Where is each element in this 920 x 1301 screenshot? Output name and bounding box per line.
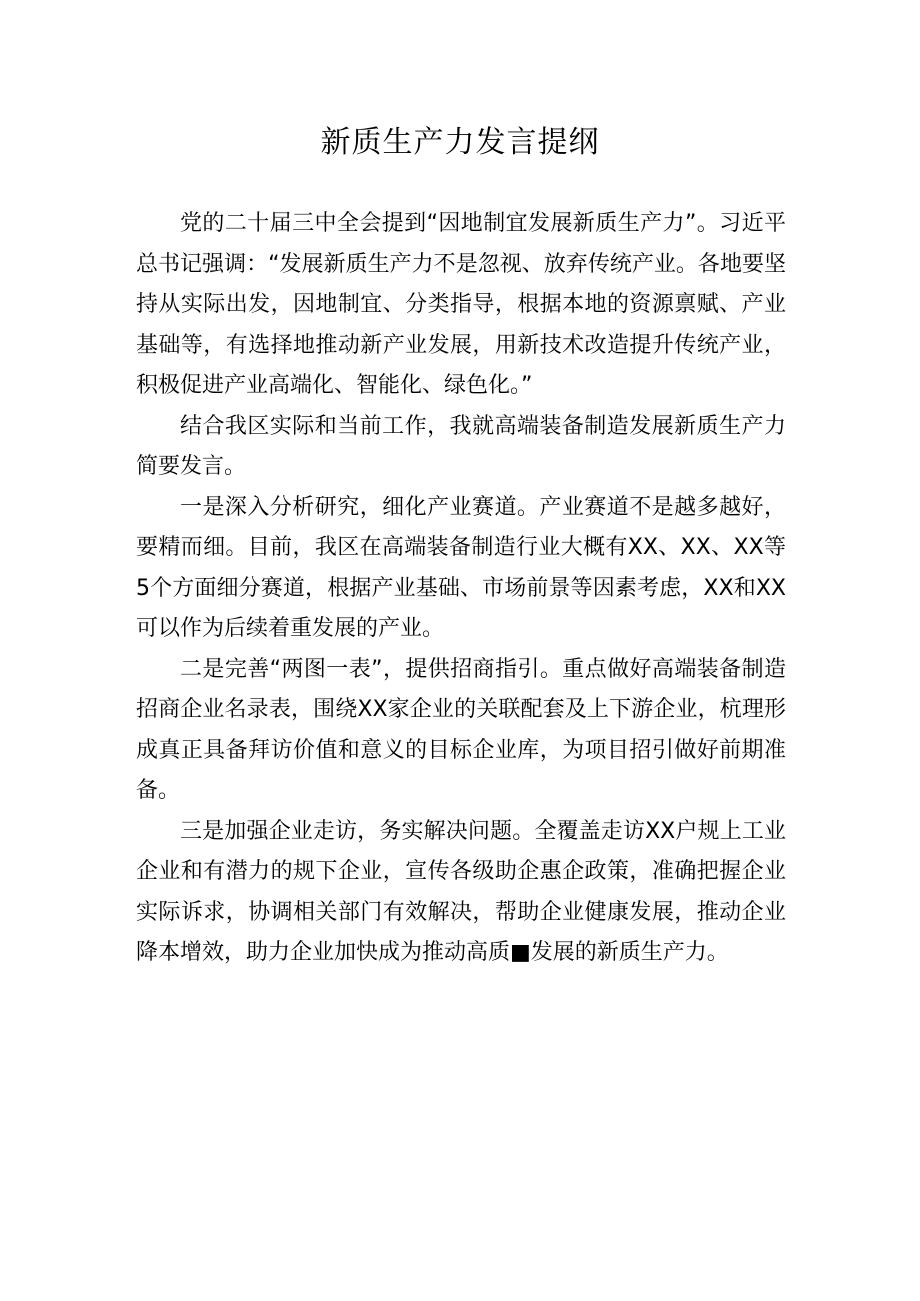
document-title: 新质生产力发言提纲 — [320, 125, 600, 160]
paragraph-opening: 结合我区实际和当前工作，我就高端装备制造发展新质生产力简要发言。 — [136, 413, 786, 479]
paragraph-intro-quote: 党的二十届三中全会提到“因地制宜发展新质生产力”。习近平总书记强调：“发展新质生产力不是忽视、放弃传统产业。各地要坚持从实际出发，因地制宜、分类指导，根据本地的资源禀赋、产业基础等，有选择地推动新产业发展，用新技术改造提升传统产业，积极促进产业高端化、智能化、绿色化。” — [136, 211, 787, 398]
paragraph-point-one: 一是深入分析研究，细化产业赛道。产业赛道不是越多越好，要精而细。目前，我区在高端装备制造行业大概有XX、XX、XX等5个方面细分赛道，根据产业基础、市场前景等因素考虑，XX和XX可以作为后续着重发展的产业。 — [136, 494, 786, 641]
paragraph-point-three: 三是加强企业走访，务实解决问题。全覆盖走访XX户规上工业企业和有潜力的规下企业，宣传各级助企惠企政策，准确把握企业实际诉求，协调相关部门有效解决，帮助企业健康发展，推动企业降本增效，助力企业加快成为推动高质■发展的新质生产力。 — [136, 818, 786, 965]
paragraph-point-two: 二是完善“两图一表”，提供招商指引。重点做好高端装备制造招商企业名录表，围绕XX家企业的关联配套及上下游企业，杭理形成真正具备拜访价值和意义的目标企业库，为项目招引做好前期准备。 — [136, 656, 786, 803]
document-body — [136, 204, 786, 974]
